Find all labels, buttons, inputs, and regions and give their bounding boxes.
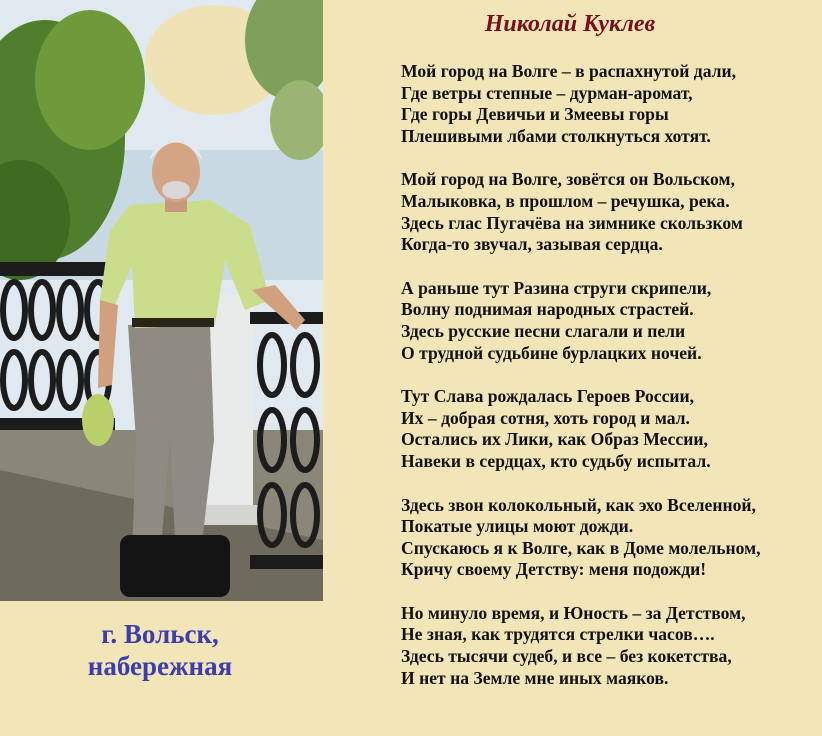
poem-line: Навеки в сердцах, кто судьбу испытал. bbox=[401, 450, 711, 471]
poem-text bbox=[401, 61, 816, 711]
poem-stanza bbox=[401, 386, 816, 472]
poem-stanza bbox=[401, 61, 816, 147]
caption-line-2: набережная bbox=[87, 651, 233, 681]
poem-line: Здесь тысячи судеб, и все – без кокетства, bbox=[401, 646, 732, 667]
caption-line-1: г. Вольск, bbox=[101, 619, 219, 649]
poem-line: Их – добрая сотня, хоть город и мал. bbox=[401, 407, 690, 428]
poem-line: Но минуло время, и Юность – за Детством, bbox=[401, 602, 746, 623]
poem-line: Спускаюсь я к Волге, как в Доме молельном, bbox=[401, 537, 761, 558]
poem-line: Покатые улицы моют дожди. bbox=[401, 516, 634, 537]
poem-stanza bbox=[401, 495, 816, 581]
poem-line: Здесь русские песни слагали и пели bbox=[401, 320, 686, 341]
poem-line: И нет на Земле мне иных маяков. bbox=[401, 667, 669, 688]
poem-line: Кричу своему Детству: меня подожди! bbox=[401, 559, 707, 580]
poem-line: Не зная, как трудятся стрелки часов…. bbox=[401, 624, 715, 645]
poem-line: Волну поднимая народных страстей. bbox=[401, 299, 694, 320]
poem-line: Здесь звон колокольный, как эхо Вселенной, bbox=[401, 494, 756, 515]
poem-stanza bbox=[401, 169, 816, 255]
poem-line: Здесь глас Пугачёва на зимнике скользком bbox=[401, 212, 743, 233]
poem-line: Тут Слава рождалась Героев России, bbox=[401, 386, 695, 407]
poem-line: Мой город на Волге, зовётся он Вольском, bbox=[401, 169, 735, 190]
poem-line: Плешивыми лбами столкнуться хотят. bbox=[401, 125, 711, 146]
poem-stanza bbox=[401, 603, 816, 689]
poem-stanza bbox=[401, 278, 816, 364]
poem-line: Остались их Лики, как Образ Мессии, bbox=[401, 429, 708, 450]
poem-line: О трудной судьбине бурлацких ночей. bbox=[401, 342, 702, 363]
poem-line: Малыковка, в прошлом – речушка, река. bbox=[401, 190, 730, 211]
author-name: Николай Куклев bbox=[484, 11, 656, 37]
poem-line: Где горы Девичьи и Змеевы горы bbox=[401, 104, 669, 125]
poem-line: Когда-то звучал, зазывая сердца. bbox=[401, 234, 663, 255]
poem-line: Где ветры степные – дурман-аромат, bbox=[401, 82, 693, 103]
portrait-photo bbox=[0, 0, 323, 601]
poem-line: А раньше тут Разина струги скрипели, bbox=[401, 277, 712, 298]
photo-caption bbox=[0, 618, 320, 682]
poem-line: Мой город на Волге – в распахнутой дали, bbox=[401, 61, 737, 81]
